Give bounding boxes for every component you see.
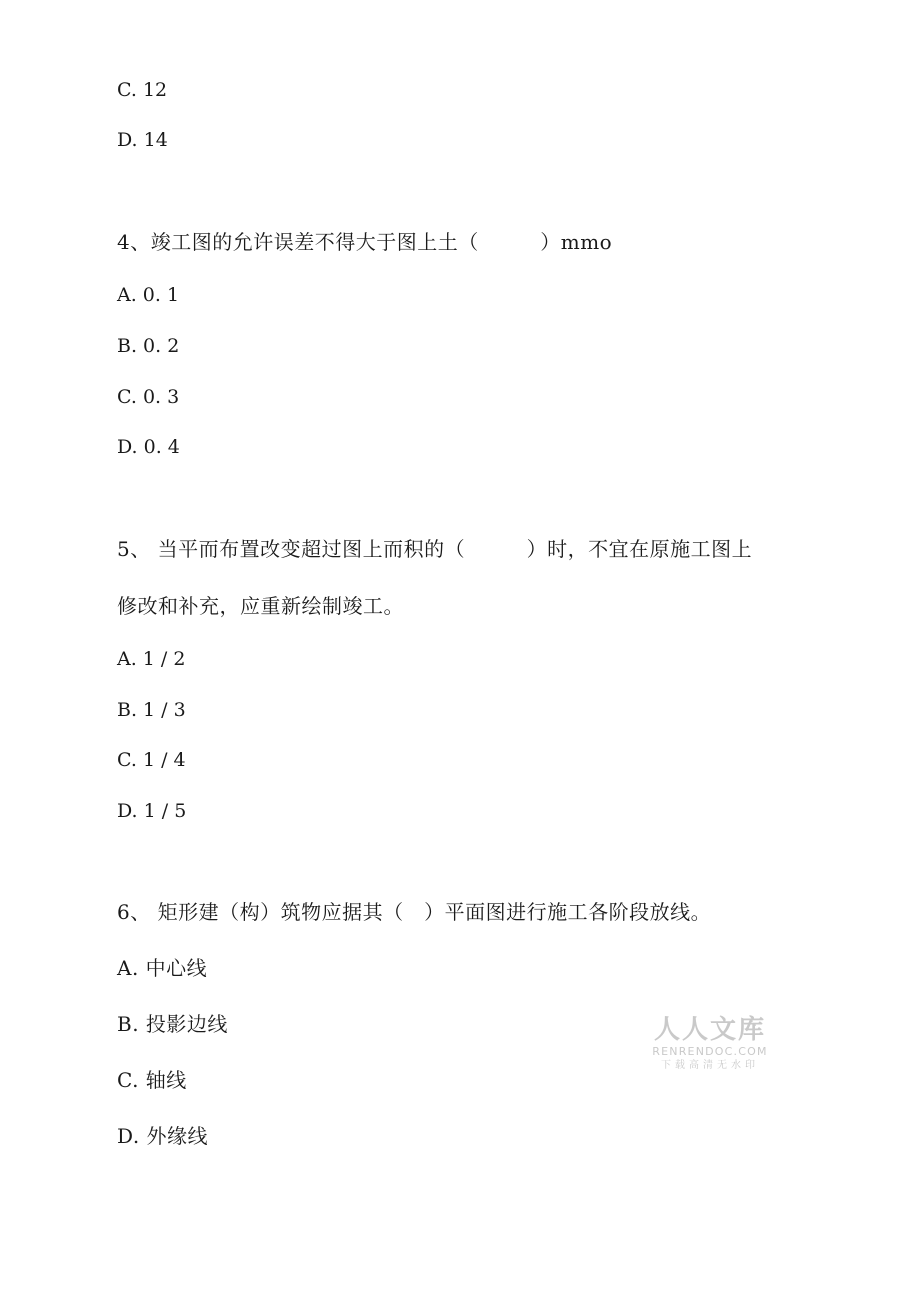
q4-option-b: B. 0. 2: [117, 335, 180, 357]
q6-option-c: C. 轴线: [117, 1068, 187, 1092]
q5-option-d: D. 1 / 5: [117, 800, 187, 822]
q5-option-c: C. 1 / 4: [117, 749, 186, 771]
q5-question-text-line2: 修改和补充，应重新绘制竣工。: [117, 594, 404, 618]
q6-question-text: 6、 矩形建（构）筑物应据其（ ）平面图进行施工各阶段放线。: [117, 900, 712, 924]
q4-option-d: D. 0. 4: [117, 436, 180, 458]
q6-option-a: A. 中心线: [117, 956, 208, 980]
q4-option-c: C. 0. 3: [117, 386, 180, 408]
watermark-main-text: 人人文库: [653, 1015, 766, 1045]
watermark-logo: [646, 1015, 774, 1073]
q4-option-a: A. 0. 1: [117, 284, 180, 306]
q4-question-text: 4、竣工图的允许误差不得大于图上土（ ）mmo: [117, 230, 613, 254]
q3-option-d: D. 14: [117, 129, 168, 151]
q6-option-d: D. 外缘线: [117, 1124, 209, 1148]
watermark-sub-text: 下载高清无水印: [661, 1060, 759, 1071]
q5-option-a: A. 1 / 2: [117, 648, 186, 670]
q5-question-text-line1: 5、 当平而布置改变超过图上而积的（ ）时，不宜在原施工图上: [117, 537, 753, 561]
q3-option-c: C. 12: [117, 79, 168, 101]
q6-option-b: B. 投影边线: [117, 1012, 228, 1036]
q5-option-b: B. 1 / 3: [117, 699, 186, 721]
watermark-url-text: RENRENDOC.COM: [652, 1045, 768, 1058]
